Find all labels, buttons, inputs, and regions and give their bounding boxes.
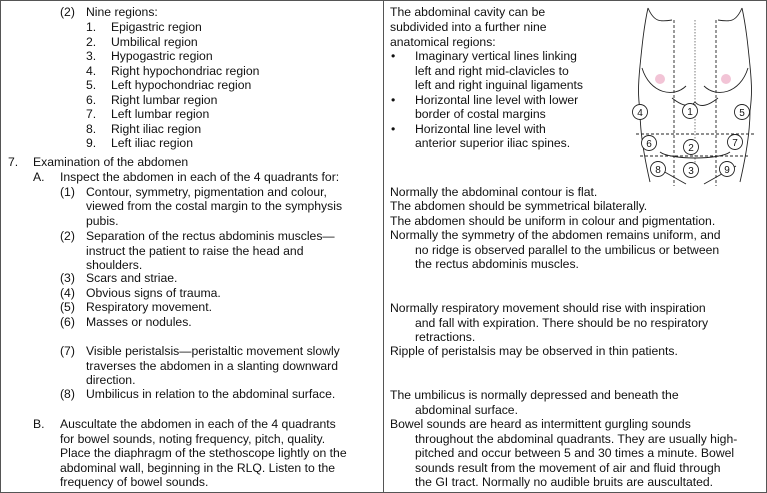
bullet-line: Imaginary vertical lines linking [415, 49, 577, 63]
item-num: (6) [60, 315, 75, 329]
step-letter-a: A. [33, 170, 45, 184]
region-marker-1 [683, 104, 698, 119]
svg-text:6: 6 [646, 139, 652, 150]
nipple-icon [721, 74, 731, 84]
normal-finding: The abdomen should be uniform in colour and pigmentation. [390, 213, 716, 228]
region-num: 9. [86, 136, 97, 150]
region-marker-6 [642, 136, 657, 151]
bullet: • [391, 92, 396, 107]
normal-finding: the rectus abdominis muscles. [415, 257, 579, 271]
region-label: Left hypochondriac region [111, 78, 252, 92]
bullet-line: anterior superior iliac spines. [415, 136, 571, 150]
region-marker-2 [684, 140, 699, 155]
intro-line: The abdominal cavity can be [390, 5, 546, 19]
intro-line: anatomical regions: [390, 34, 496, 49]
region-label: Right lumbar region [111, 92, 218, 107]
item-num: (3) [60, 271, 75, 285]
item-line: viewed from the costal margin to the symphysis [86, 199, 343, 213]
item-line: Masses or nodules. [86, 315, 192, 329]
item-num: (5) [60, 300, 75, 314]
region-label: Hypogastric region [111, 49, 213, 63]
region-num: 3. [86, 49, 97, 63]
region-label: Umbilical region [111, 34, 198, 49]
item-line: Scars and striae. [86, 271, 178, 285]
item-num: (1) [60, 184, 75, 199]
bullet-line: left and right inguinal ligaments [415, 78, 584, 92]
region-marker-3 [684, 163, 699, 178]
region-label: Right iliac region [111, 121, 202, 136]
svg-text:7: 7 [732, 138, 738, 149]
bullet: • [391, 121, 396, 136]
item-num: (8) [60, 387, 75, 401]
region-num: 5. [86, 78, 97, 92]
section-title: Examination of the abdomen [33, 155, 189, 169]
svg-text:9: 9 [724, 165, 730, 176]
bullet-line: border of costal margins [415, 107, 546, 121]
svg-text:4: 4 [637, 108, 643, 119]
item-line: Umbilicus in relation to the abdominal surface. [86, 387, 336, 401]
bullet: • [391, 49, 396, 63]
region-marker-7 [728, 135, 743, 150]
step-letter-b: B. [33, 417, 45, 431]
abdominal-regions-figure [630, 6, 760, 188]
step-b-line: for bowel sounds, noting frequency, pitch, quality. [60, 431, 326, 446]
item-line: shoulders. [86, 258, 143, 272]
bowel-finding: Bowel sounds are heard as intermittent gurgling sounds [390, 417, 691, 431]
svg-text:1: 1 [687, 107, 693, 118]
normal-finding: Normally the abdominal contour is flat. [390, 184, 598, 199]
svg-text:5: 5 [739, 108, 745, 119]
region-num: 7. [86, 107, 97, 121]
region-label: Epigastric region [111, 20, 202, 34]
bullet-line: Horizontal line level with lower [415, 92, 579, 107]
item-line: pubis. [86, 213, 119, 228]
bowel-finding: throughout the abdominal quadrants. They are usually high- [415, 431, 738, 446]
normal-finding: Normally the symmetry of the abdomen remains uniform, and [390, 228, 721, 242]
bowel-finding: sounds result from the movement of air and fluid through [415, 460, 721, 475]
item-line: Respiratory movement. [86, 300, 212, 314]
nine-regions-title: Nine regions: [86, 5, 158, 19]
item-line: traverses the abdomen in a slanting downward [86, 358, 339, 373]
bullet-line: left and right mid-clavicles to [415, 63, 569, 78]
respiratory-finding: and fall with expiration. There should be no respiratory [415, 315, 709, 330]
step-b-line: abdominal wall, beginning in the RLQ. Listen to the [60, 460, 336, 475]
region-num: 2. [86, 34, 97, 49]
item-num: (4) [60, 286, 75, 300]
item-num: (7) [60, 344, 75, 358]
respiratory-finding: Normally respiratory movement should rise with inspiration [390, 301, 706, 315]
item-line: instruct the patient to raise the head and [86, 243, 304, 258]
region-marker-9 [720, 162, 735, 177]
umbilicus-finding: The umbilicus is normally depressed and beneath the [390, 388, 679, 402]
column-divider [383, 0, 384, 492]
bullet-line: Horizontal line level with [415, 121, 546, 136]
item-num: (2) [60, 229, 75, 243]
region-num: 6. [86, 92, 97, 107]
intro-line: subdivided into a further nine [390, 20, 547, 34]
region-label: Left lumbar region [111, 107, 210, 121]
step-b-line: Auscultate the abdomen in each of the 4 quadrants [60, 417, 336, 431]
region-num: 8. [86, 121, 97, 136]
nine-regions-number: (2) [60, 5, 75, 19]
umbilicus-finding: abdominal surface. [415, 402, 518, 417]
respiratory-finding: retractions. [415, 330, 476, 344]
region-num: 1. [86, 20, 97, 34]
region-marker-4 [633, 105, 648, 120]
bowel-finding: the GI tract. Normally no audible bruits are auscultated. [415, 475, 714, 489]
step-b-line: Place the diaphragm of the stethoscope lightly on the [60, 446, 347, 460]
svg-text:8: 8 [655, 165, 661, 176]
svg-text:2: 2 [688, 143, 694, 154]
nipple-icon [655, 74, 665, 84]
normal-finding: The abdomen should be symmetrical bilaterally. [390, 199, 648, 213]
region-marker-8 [651, 162, 666, 177]
section-number: 7. [8, 155, 19, 169]
normal-finding: no ridge is observed parallel to the umbilicus or between [415, 242, 720, 257]
bowel-finding: pitched and occur between 5 and 30 times a minute. Bowel [415, 446, 735, 460]
item-line: direction. [86, 373, 136, 387]
step-a-text: Inspect the abdomen in each of the 4 quadrants for: [60, 170, 340, 184]
item-line: Contour, symmetry, pigmentation and colour, [86, 184, 327, 199]
region-label: Left iliac region [111, 136, 193, 150]
step-b-line: frequency of bowel sounds. [60, 475, 209, 489]
region-num: 4. [86, 63, 97, 78]
item-line: Separation of the rectus abdominis muscles— [86, 229, 335, 243]
item-line: Visible peristalsis—peristaltic movement slowly [86, 344, 340, 358]
item-line: Obvious signs of trauma. [86, 286, 221, 300]
svg-text:3: 3 [688, 166, 694, 177]
region-marker-5 [735, 105, 750, 120]
region-label: Right hypochondriac region [111, 63, 260, 78]
peristalsis-finding: Ripple of peristalsis may be observed in thin patients. [390, 344, 678, 358]
